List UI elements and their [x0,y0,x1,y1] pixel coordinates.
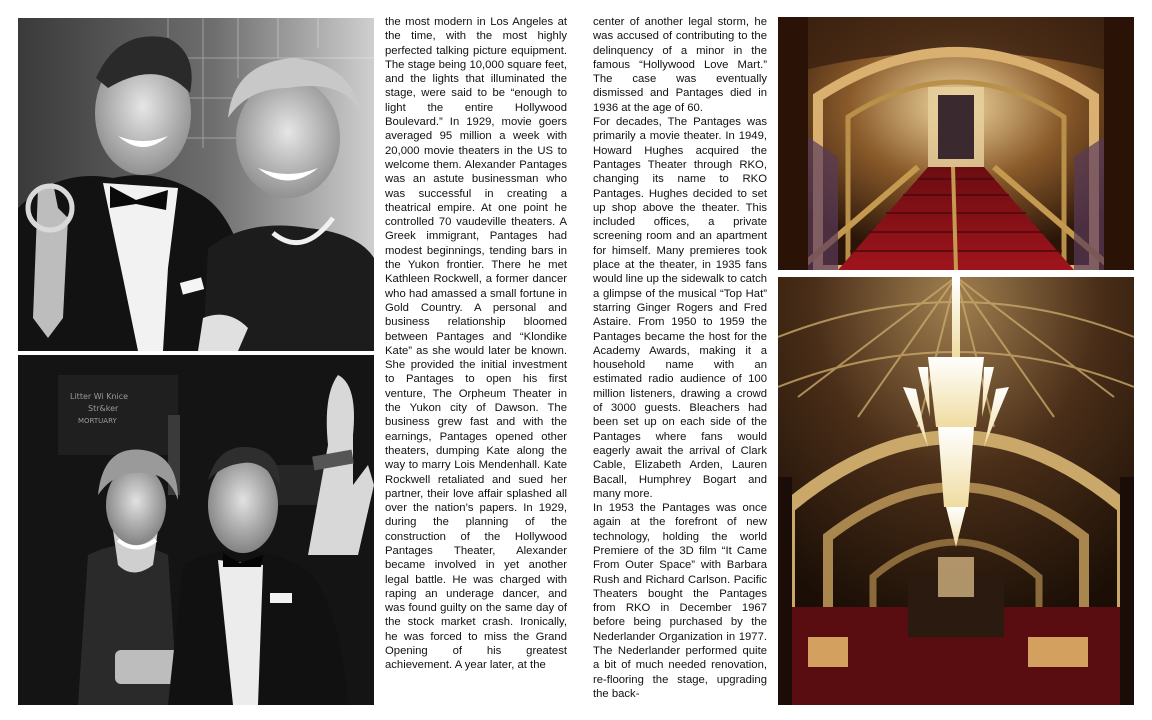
article-paragraph: the most modern in Los Angeles at the time, with the most highly perfected talking picture equipment. The stage being 10,000 square feet, and the lights that illuminated the stage, were said to be “enough to light the entire Hollywood Boulevard.” In 1929, movie goers averaged 95 million a week with 20,000 movie theaters in the US to welcome them. Alexander Pantages was an astute businessman who was successful in creating a theatrical empire. At one point he controlled 70 vaudeville theaters. A Greek immigrant, Pantages had modest beginnings, tending bars in the Yukon frontier. There he met Kathleen Rockwell, a former dancer who had amassed a small fortune in Gold Country. A personal and business relationship bloomed between Pantages and “Klondike Kate” as she would later be known. She provided the initial investment to Pantages to open his first venture, The Orpheum Theater in the Yukon city of Dawson. The business grew fast and with the earnings, Pantages opened other theaters, dumping Kate along the way to marry Lois Mendenhall. Kate Rockwell retaliated and sued her partner, their love affair splashed all over the nation’s papers. In 1929, during the planning of the construction of the Hollywood Pantages Theater, Alexander became involved in yet another legal battle. He was charged with raping an underage dancer, and was found guilty on the same day of the stock market crash. Ironically, he was forced to miss the Grand Opening of his greatest achievement. A year later, at the [385,16,567,672]
article-paragraph: center of another legal storm, he was accused of contributing to the delinquency of a minor in the famous “Hollywood Love Mart.” The case was eventually dismissed and Pantages died in 1936 at the age of 60. [593,16,767,114]
svg-text:MORTUARY: MORTUARY [78,417,117,425]
photo-chandelier-lobby [778,277,1134,705]
photo-bacall-bogart [18,355,374,705]
article-paragraph: For decades, The Pantages was primarily a movie theater. In 1949, Howard Hughes acquired the Pantages Theater through RKO, changing its name to RKO Pantages. Hughes decided to set up shop above the theater. This included offices, a private screening room and an apartment for himself. Many premieres took place at the theater, in 1935 fans would line up the sidewalk to catch a glimpse of the musical “Top Hat” starring Ginger Rogers and Fred Astaire. From 1950 to 1959 the Pantages became the host for the Academy Awards, making it a household name with an estimated radio audience of 100 million listeners, drawing a crowd of 3000 guests. Bleachers had been set up on each side of the Pantages where fans would eagerly await the arrival of Clark Cable, Elizabeth Arden, Lauren Bacall, Humphrey Bogart and many more. [593,116,767,500]
svg-text:Litter Wi Knice: Litter Wi Knice [70,392,129,401]
svg-text:Str&ker: Str&ker [88,404,119,413]
article-column-2 [593,15,767,701]
article-column-1 [385,15,567,673]
article-paragraph: In 1953 the Pantages was once again at the forefront of new technology, holding the world Premiere of the 3D film “It Came From Outer Space” with Barbara Rush and Richard Carlson. Pacific Theaters bought the Pantages from RKO in December 1967 before being purchased by the Nederlander Organization in 1977. The Nederlander performed quite a bit of much needed renovation, re-flooring the stage, upgrading the back- [593,502,767,700]
photo-emmy-couple [18,18,374,351]
photo-grand-staircase [778,17,1134,270]
